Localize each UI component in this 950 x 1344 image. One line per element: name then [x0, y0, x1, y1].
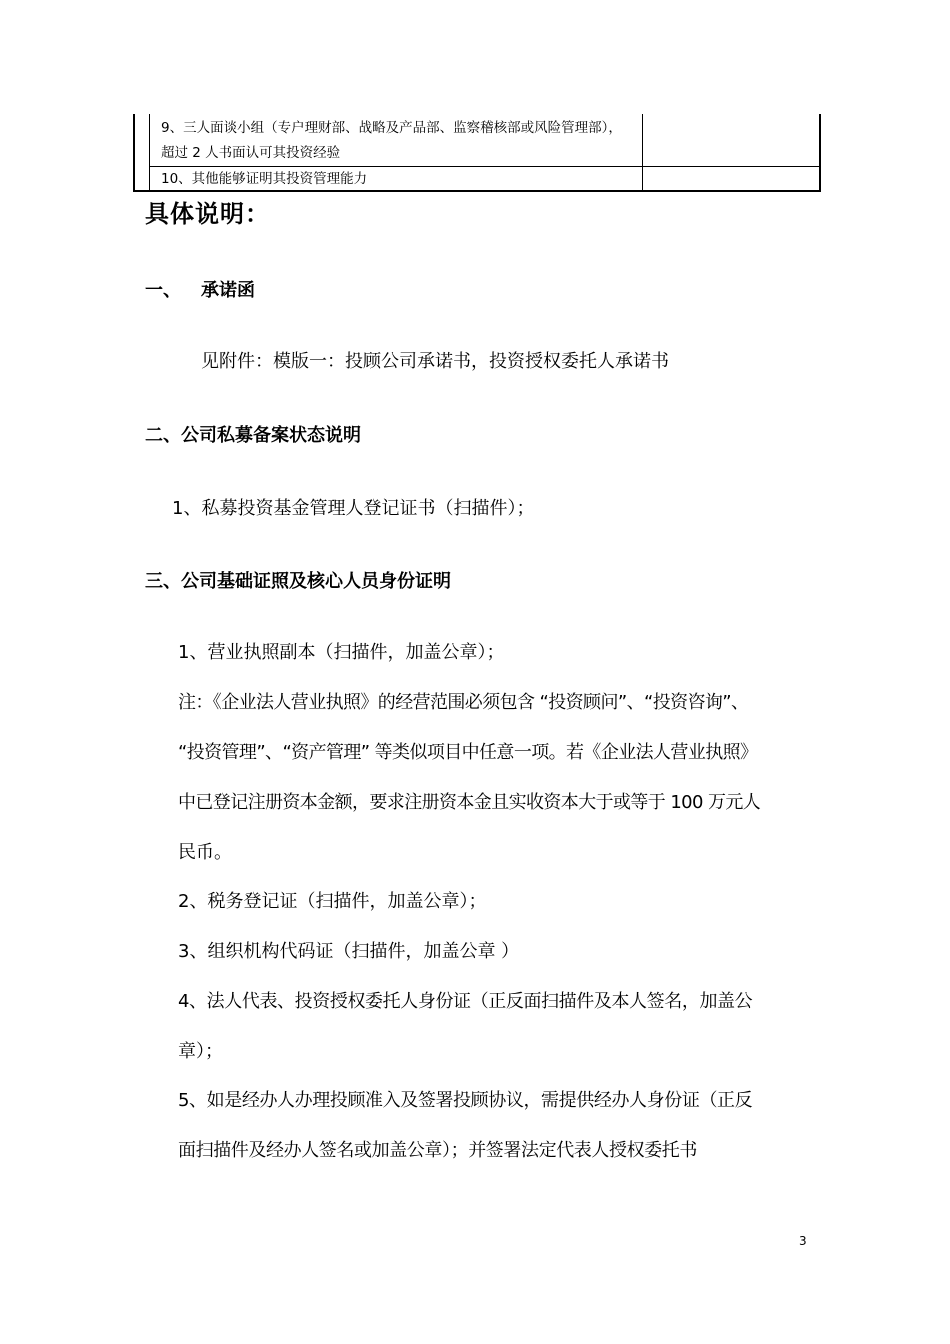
- section-3-line-6: 2、税务登记证（扫描件，加盖公章）；: [178, 891, 487, 912]
- section-1-paragraph: 见附件：模版一：投顾公司承诺书，投资授权委托人承诺书: [201, 351, 669, 372]
- table-row-9-line-2: 超过 2 人书面认可其投资经验: [161, 145, 341, 161]
- section-3-heading: 三、公司基础证照及核心人员身份证明: [145, 571, 451, 592]
- section-3-line-3: “投资管理”、“资产管理” 等类似项目中任意一项。若《企业法人营业执照》: [178, 742, 758, 763]
- section-3-line-5: 民币。: [178, 842, 232, 863]
- table-border-left: [133, 114, 135, 192]
- table-row-9-line-1: 9、三人面谈小组（专户理财部、战略及产品部、监察稽核部或风险管理部），: [161, 120, 622, 136]
- table-border-inner: [149, 114, 150, 192]
- section-3-line-2: 注：《企业法人营业执照》的经营范围必须包含 “投资顾问”、“投资咨询”、: [178, 692, 749, 713]
- section-1-number: 一、: [145, 280, 181, 301]
- section-2-paragraph: 1、私募投资基金管理人登记证书（扫描件）；: [172, 498, 535, 519]
- section-3-line-1: 1、营业执照副本（扫描件，加盖公章）；: [178, 642, 505, 663]
- table-border-bottom: [133, 190, 821, 192]
- table-row-10: 10、其他能够证明其投资管理能力: [161, 171, 368, 187]
- table-border-divider: [642, 114, 643, 192]
- table-row-border: [149, 166, 821, 167]
- section-3-line-4: 中已登记注册资本金额，要求注册资本金且实收资本大于或等于 100 万元人: [178, 792, 761, 813]
- section-3-line-10: 5、如是经办人办理投顾准入及签署投顾协议，需提供经办人身份证（正反: [178, 1090, 753, 1111]
- page-number: 3: [799, 1234, 807, 1248]
- section-3-line-11: 面扫描件及经办人签名或加盖公章）；并签署法定代表人授权委托书: [178, 1140, 697, 1161]
- section-3-line-9: 章）；: [178, 1041, 223, 1062]
- section-3-line-8: 4、法人代表、投资授权委托人身份证（正反面扫描件及本人签名，加盖公: [178, 991, 753, 1012]
- table-border-right: [819, 114, 821, 192]
- criteria-table: [133, 114, 821, 192]
- section-2-heading: 二、公司私募备案状态说明: [145, 425, 361, 446]
- page-title: 具体说明：: [145, 200, 270, 228]
- section-1-heading: 承诺函: [201, 280, 255, 301]
- section-3-line-7: 3、组织机构代码证（扫描件，加盖公章 ）: [178, 941, 520, 962]
